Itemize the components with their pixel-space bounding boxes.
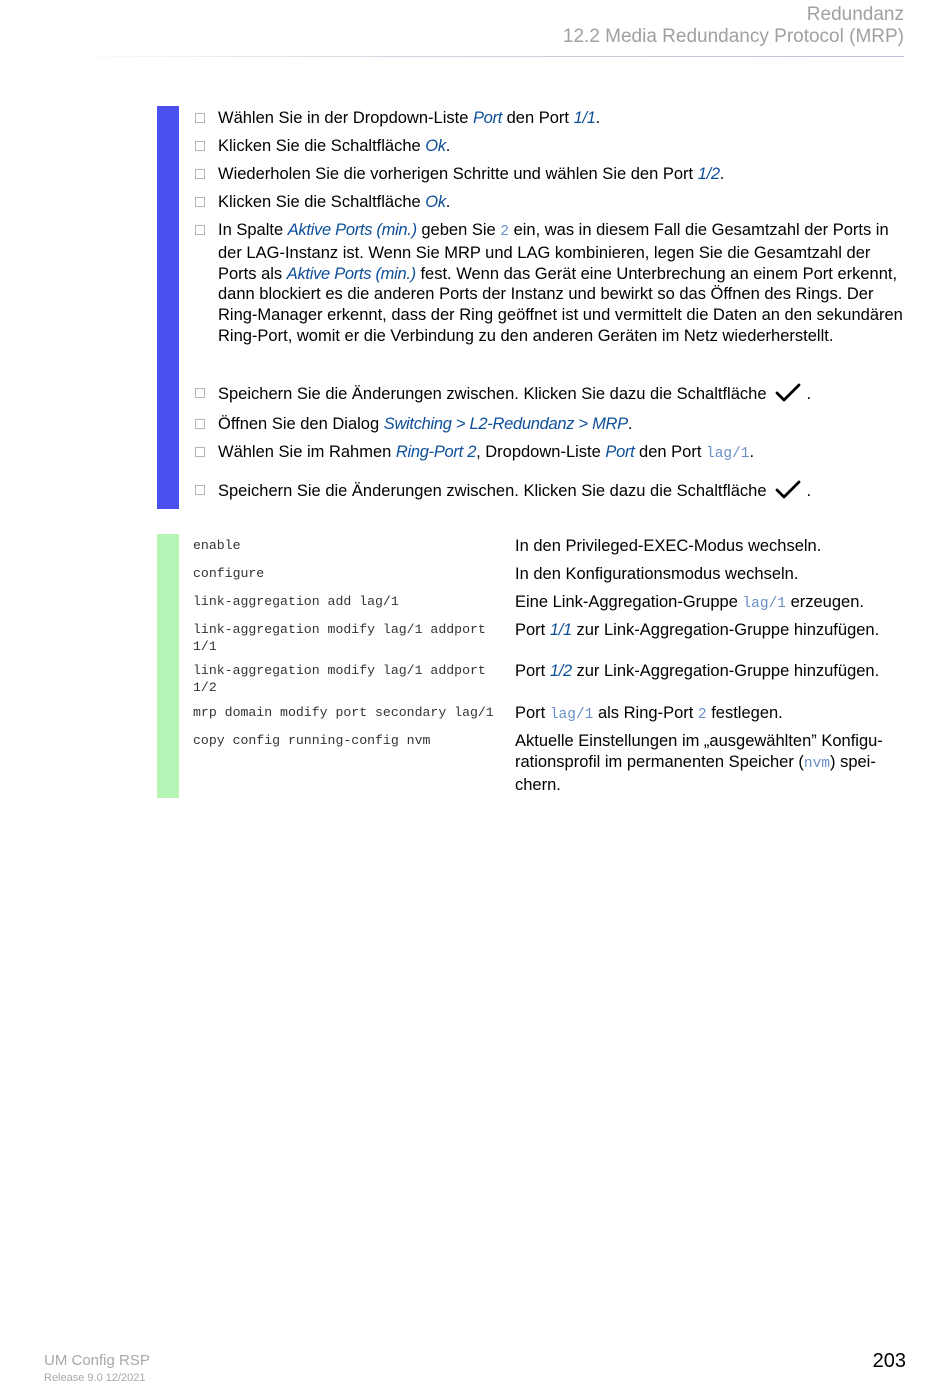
step-text <box>218 108 908 129</box>
cli-sidebar-bar <box>157 534 179 798</box>
ui-element-ref: Port <box>605 443 635 461</box>
cli-desc-part: festlegen. <box>706 704 783 722</box>
step-text-part: In Spalte <box>218 221 288 239</box>
cli-desc-line: Aktuelle Einstellungen im „ausgewählten” Konfigu- <box>515 732 883 750</box>
step-text <box>218 220 908 347</box>
code-value: 2 <box>697 707 707 723</box>
ui-element-ref: 1/2 <box>697 165 720 183</box>
ui-element-ref: 1/1 <box>549 621 572 639</box>
cli-command-line: 1/2 <box>193 680 217 695</box>
cli-command-line: link-aggregation modify lag/1 addport <box>193 663 486 678</box>
cli-desc-part: zur Link-Aggregation-Gruppe hinzufügen. <box>571 621 880 639</box>
step-text-part: geben Sie <box>416 221 501 239</box>
step-text-part: Speichern Sie die Änderungen zwischen. Klicken Sie dazu die Schaltfläche <box>218 385 767 403</box>
step-text <box>218 136 908 157</box>
cli-desc-part: ) spei- <box>830 753 876 771</box>
checkmark-icon <box>775 480 801 506</box>
cli-desc-part: Port <box>515 662 550 680</box>
header-section: 12.2 Media Redundancy Protocol (MRP) <box>562 26 904 47</box>
header-divider <box>60 56 904 57</box>
cli-desc-part: Port <box>515 704 550 722</box>
step-text-part: . <box>445 193 451 211</box>
cli-command: enable <box>193 538 241 553</box>
cli-command: copy config running-config nvm <box>193 733 431 748</box>
step-text-part: Wählen Sie im Rahmen <box>218 443 396 461</box>
step-text-part: . <box>627 415 633 433</box>
code-value: 2 <box>500 224 509 240</box>
step-text-part: ein, was in diesem Fall die Gesamtzahl der Ports in der LAG-Instanz ist. Wenn Sie MRP und LAG kombinieren, legen Sie die Gesamtzahl der Ports als <box>218 221 889 283</box>
page-number: 203 <box>872 1350 906 1372</box>
step-text-part: fest. Wenn das Gerät eine Unterbrechung an einem Port erkennt, dann blockiert es die anderen Ports der Instanz und bewirkt so das Öffnen des Rings. Der Ring-Manager erkennt, dass der Ring geöffnet ist und vermittelt die Daten an den sekundären Ring-Port, womit er die Verbindung zu den anderen Geräten im Netz wiederherstellt. <box>218 264 903 345</box>
step-text-part: . <box>595 109 601 127</box>
code-value: lag/1 <box>706 446 750 462</box>
step-text-part: Speichern Sie die Änderungen zwischen. Klicken Sie dazu die Schaltfläche <box>218 482 767 500</box>
step-text-part: . <box>749 443 755 461</box>
cli-description <box>515 703 910 726</box>
checkbox-bullet-icon <box>195 113 205 123</box>
ui-element-ref: Ok <box>425 137 446 155</box>
ui-element-ref: Switching > L2-Redundanz > MRP <box>383 415 628 433</box>
cli-command: configure <box>193 566 265 581</box>
cli-desc-part: zur Link-Aggregation-Gruppe hinzufügen. <box>571 662 880 680</box>
checkbox-bullet-icon <box>195 141 205 151</box>
ui-element-ref: Aktive Ports (min.) <box>286 264 416 283</box>
checkbox-bullet-icon <box>195 419 205 429</box>
step-text <box>218 192 908 213</box>
cli-description: In den Konfigurationsmodus wechseln. <box>515 565 799 583</box>
code-value: lag/1 <box>549 707 594 723</box>
cli-command <box>193 621 503 655</box>
step-text-part: Öffnen Sie den Dialog <box>218 415 384 433</box>
ui-element-ref: Port <box>472 109 503 127</box>
cli-command-line: link-aggregation modify lag/1 addport <box>193 622 486 637</box>
step-text-part: . <box>806 385 812 403</box>
step-text <box>218 442 908 465</box>
cli-description <box>515 592 910 615</box>
step-text-part: den Port <box>634 443 706 461</box>
ui-element-ref: Aktive Ports (min.) <box>287 221 417 239</box>
footer-release: Release 9.0 12/2021 <box>44 1372 146 1384</box>
checkbox-bullet-icon <box>195 485 205 495</box>
header-chapter: Redundanz <box>806 4 904 25</box>
instruction-sidebar-bar <box>157 106 179 509</box>
code-value: lag/1 <box>742 596 786 612</box>
cli-command-line: 1/1 <box>193 639 217 654</box>
ui-element-ref: Ring-Port 2 <box>395 443 477 461</box>
cli-desc-line <box>515 752 910 775</box>
cli-description <box>515 661 910 682</box>
cli-desc-part: Eine Link-Aggregation-Gruppe <box>515 593 743 611</box>
checkbox-bullet-icon <box>195 388 205 398</box>
ui-element-ref: 1/2 <box>549 662 572 680</box>
cli-command: link-aggregation add lag/1 <box>193 594 399 609</box>
checkmark-icon <box>775 383 801 409</box>
step-text <box>218 164 908 185</box>
step-text-part: Klicken Sie die Schaltfläche <box>218 193 426 211</box>
step-text-part: . <box>445 137 451 155</box>
cli-description <box>515 620 910 641</box>
cli-desc-line: chern. <box>515 776 561 794</box>
cli-description: In den Privileged-EXEC-Modus wechseln. <box>515 537 822 555</box>
step-text <box>218 414 908 435</box>
step-text <box>218 383 908 409</box>
cli-command: mrp domain modify port secondary lag/1 <box>193 705 494 720</box>
step-text-part: , Dropdown-Liste <box>476 443 606 461</box>
cli-description <box>515 731 910 796</box>
checkbox-bullet-icon <box>195 447 205 457</box>
step-text-part: Wählen Sie in der Dropdown-Liste <box>218 109 473 127</box>
step-text <box>218 480 908 506</box>
footer-document-title: UM Config RSP <box>44 1352 150 1369</box>
ui-element-ref: 1/1 <box>573 109 596 127</box>
step-text-part: Wiederholen Sie die vorherigen Schritte und wählen Sie den Port <box>218 165 698 183</box>
step-text-part: den Port <box>502 109 574 127</box>
checkbox-bullet-icon <box>195 197 205 207</box>
step-text-part: Klicken Sie die Schaltfläche <box>218 137 426 155</box>
cli-command <box>193 662 503 696</box>
code-value: nvm <box>803 756 830 772</box>
checkbox-bullet-icon <box>195 225 205 235</box>
step-text-part: . <box>719 165 725 183</box>
step-text-part: . <box>806 482 812 500</box>
cli-desc-part: erzeugen. <box>786 593 864 611</box>
cli-desc-part: als Ring-Port <box>593 704 698 722</box>
ui-element-ref: Ok <box>425 193 446 211</box>
cli-desc-part: rationsprofil im permanenten Speicher ( <box>515 753 804 771</box>
cli-desc-part: Port <box>515 621 550 639</box>
checkbox-bullet-icon <box>195 169 205 179</box>
